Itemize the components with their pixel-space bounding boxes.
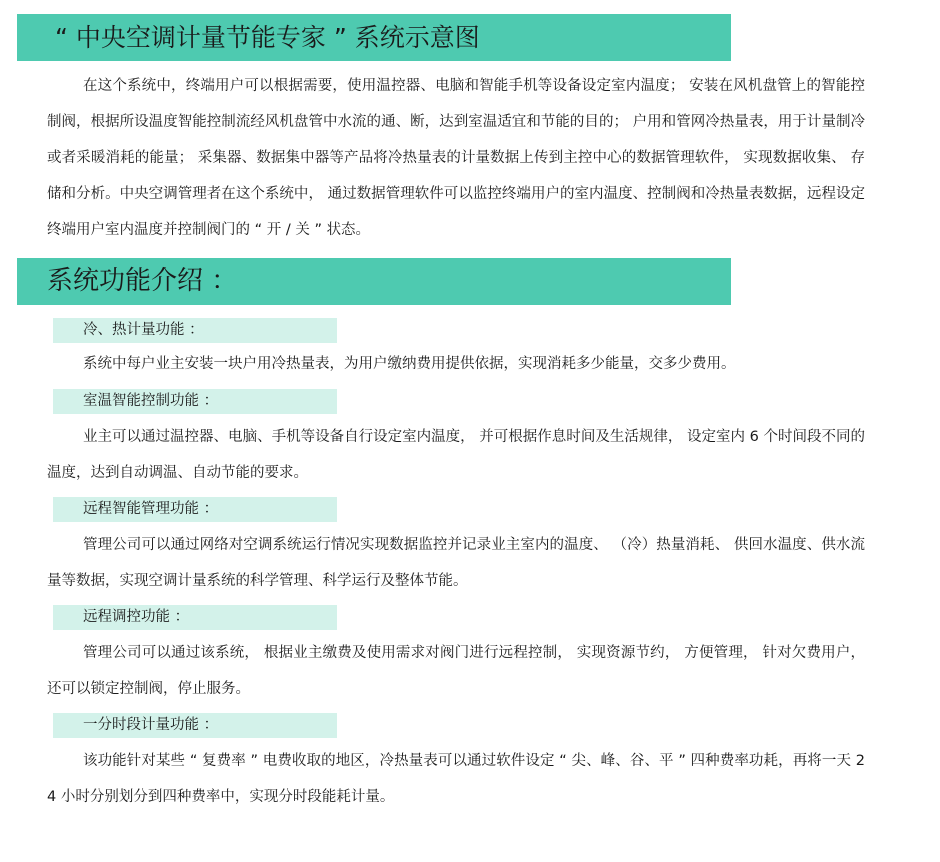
feature-text-time-of-use: 该功能针对某些 “ 复费率 ” 电费收取的地区，冷热量表可以通过软件设定 “ 尖、峰、谷、平 ” 四种费率功耗，再将一天 24 小时分别划分到四种费率中，实现分时段能耗计量。	[47, 753, 865, 805]
feature-title-time-of-use: 一分时段计量功能 ：	[53, 713, 337, 738]
page-title: “ 中央空调计量节能专家 ” 系统示意图	[55, 23, 480, 52]
feature-title-metering: 冷、热计量功能 ：	[53, 318, 337, 343]
features-heading: 系统功能介绍 ：	[47, 266, 238, 296]
feature-title-temperature-control: 室温智能控制功能 ：	[53, 389, 337, 414]
feature-text-temperature-control: 业主可以通过温控器、电脑、手机等设备自行设定室内温度， 并可根据作息时间及生活规律， 设定室内 6 个时间段不同的温度，达到自动调温、自动节能的要求。	[47, 429, 865, 481]
feature-text-remote-management: 管理公司可以通过网络对空调系统运行情况实现数据监控并记录业主室内的温度、 （冷）热量消耗、 供回水温度、供水流量等数据，实现空调计量系统的科学管理、科学运行及整体节能。	[47, 537, 865, 589]
intro-paragraph: 在这个系统中，终端用户可以根据需要，使用温控器、电脑和智能手机等设备设定室内温度； 安装在风机盘管上的智能控制阀，根据所设温度智能控制流经风机盘管中水流的通、断，达到室温适宜和节能的目的； 户用和管网冷热量表，用于计量制冷或者采暖消耗的能量； 采集器、数据集中器等产品将冷热量表的计量数据上传到主控中心的数据管理软件， 实现数据收集、 存储和分析。中央空调管理者在这个系统中， 通过数据管理软件可以监控终端用户的室内温度、控制阀和冷热量表数据，远程设定终端用户室内温度并控制阀门的 “ 开 / 关 ” 状态。	[47, 78, 865, 238]
feature-title-remote-management: 远程智能管理功能 ：	[53, 497, 337, 522]
feature-text-metering: 系统中每户业主安装一块户用冷热量表，为用户缴纳费用提供依据，实现消耗多少能量，交多少费用。	[83, 356, 736, 372]
feature-text-remote-control: 管理公司可以通过该系统， 根据业主缴费及使用需求对阀门进行远程控制， 实现资源节约， 方便管理， 针对欠费用户，还可以锁定控制阀，停止服务。	[47, 645, 865, 697]
feature-title-remote-control: 远程调控功能 ：	[53, 605, 337, 630]
features-heading-banner	[17, 258, 731, 305]
page-title-banner	[17, 14, 731, 61]
